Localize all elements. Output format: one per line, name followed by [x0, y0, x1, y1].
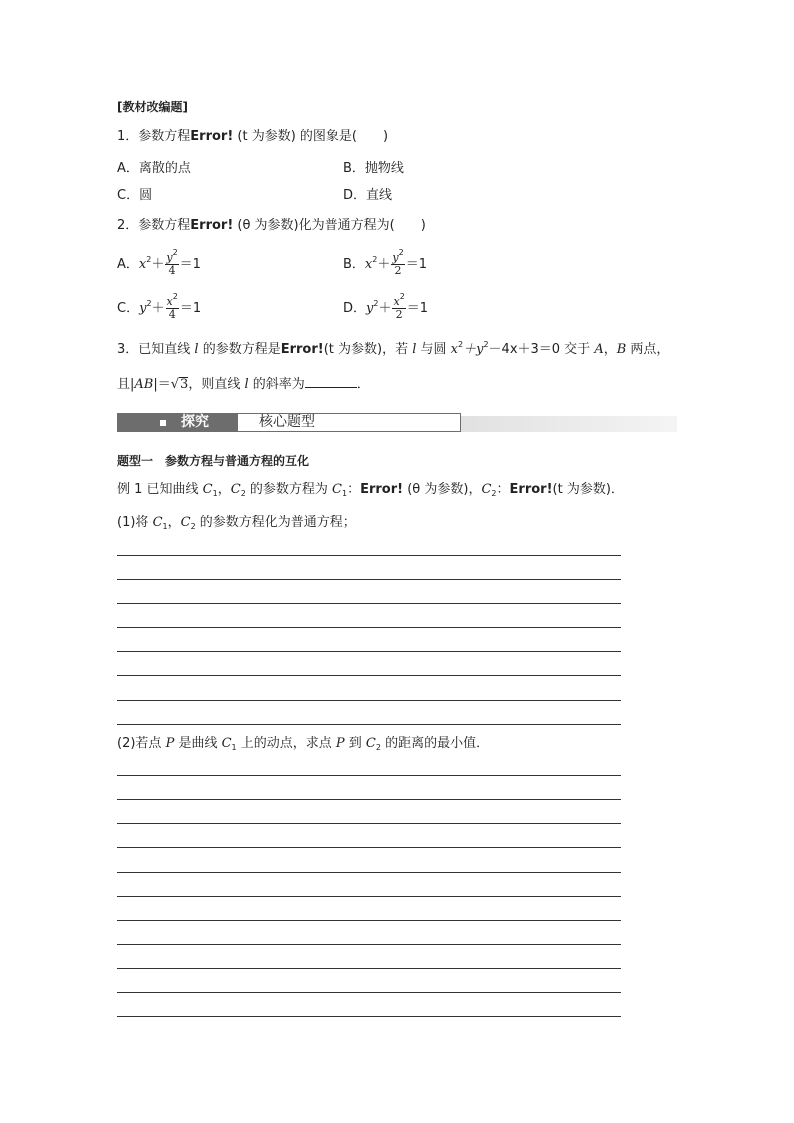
answer-line	[117, 968, 621, 969]
example-1-stem: 例 1 已知曲线 $C_1$，$C_2$ 的参数方程为 $C_1$：Error! (θ 为参数)，$C_2$：Error!(t 为参数)．	[117, 482, 624, 498]
question-2	[117, 217, 426, 235]
question-2-option-a: A．$x^2+$ $\frac{y^2}{4}$ ＝1	[117, 248, 201, 277]
question-2-stem-pre: 2．参数方程	[117, 218, 191, 233]
error-placeholder: Error!	[190, 129, 234, 144]
answer-line	[117, 799, 621, 800]
error-placeholder: Error!	[509, 482, 553, 497]
question-2-option-b: B．$x^2+$ $\frac{y^2}{2}$ ＝1	[343, 248, 427, 277]
answer-line	[117, 823, 621, 824]
answer-line	[117, 1016, 621, 1017]
question-1-option-a: A．离散的点	[117, 161, 191, 176]
answer-line	[117, 724, 621, 725]
question-2-option-d: D．$y^2+$ $\frac{x^2}{2}$ ＝1	[343, 292, 429, 321]
answer-line	[117, 603, 621, 604]
section-banner	[117, 412, 677, 434]
question-1-option-c: C．圆	[117, 188, 153, 203]
answer-line	[117, 896, 621, 897]
fraction: $\frac{y^2}{4}$	[166, 248, 178, 277]
answer-line	[117, 675, 621, 676]
question-1-option-d: D．直线	[343, 188, 393, 203]
banner-label-core-types: 核心题型	[259, 414, 315, 430]
question-1	[117, 128, 388, 146]
answer-line	[117, 847, 621, 848]
answer-line	[117, 555, 621, 556]
answer-line	[117, 627, 621, 628]
question-3-line-1: 3．已知直线 l 的参数方程是Error!(t 为参数)，若 l 与圆 $x^2+y^2-4x+3=0$ 交于 A，B 两点，	[117, 340, 670, 357]
square-bullet-icon	[160, 420, 166, 426]
answer-line	[117, 775, 621, 776]
question-3-line-2: 且|AB|＝√3，则直线 l 的斜率为 ．	[117, 374, 370, 394]
answer-line	[117, 579, 621, 580]
question-2-stem-post: (θ 为参数)化为普通方程为( )	[233, 218, 426, 233]
banner-label-explore: 探究	[181, 414, 209, 430]
fraction: $\frac{x^2}{2}$	[393, 292, 405, 321]
fraction: $\frac{x^2}{4}$	[166, 292, 178, 321]
answer-line	[117, 992, 621, 993]
fraction: $\frac{y^2}{2}$	[392, 248, 404, 277]
answer-line	[117, 700, 621, 701]
part-2-prompt: (2)若点 P 是曲线 $C_1$ 上的动点，求点 P 到 $C_2$ 的距离的最小值．	[117, 736, 490, 752]
answer-line	[117, 944, 621, 945]
error-placeholder: Error!	[360, 482, 404, 497]
question-1-option-b: B．抛物线	[343, 161, 404, 176]
answer-line	[117, 651, 621, 652]
answer-line	[117, 920, 621, 921]
section-title: 题型一 参数方程与普通方程的互化	[117, 454, 310, 468]
error-placeholder: Error!	[190, 218, 234, 233]
question-1-stem-post: (t 为参数) 的图象是( )	[233, 129, 389, 144]
answer-line	[117, 872, 621, 873]
error-placeholder: Error!	[280, 342, 324, 357]
part-1-prompt: (1)将 $C_1$，$C_2$ 的参数方程化为普通方程；	[117, 515, 356, 531]
question-2-option-c: C．$y^2+$ $\frac{x^2}{4}$ ＝1	[117, 292, 202, 321]
source-tag: [教材改编题]	[117, 100, 188, 114]
answer-blank[interactable]	[305, 374, 357, 388]
question-1-stem-pre: 1．参数方程	[117, 129, 191, 144]
